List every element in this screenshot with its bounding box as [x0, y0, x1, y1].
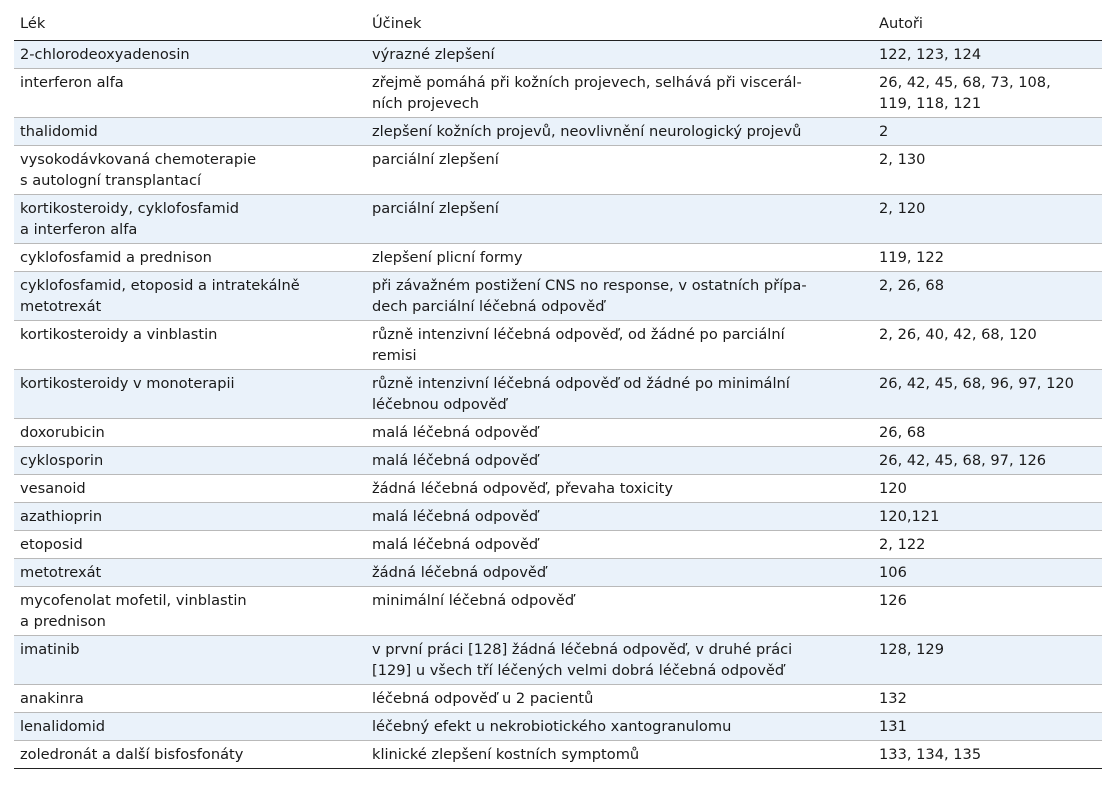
cell-authors: 26, 42, 45, 68, 73, 108, 119, 118, 121: [879, 74, 1051, 112]
table-row: [14, 531, 1102, 559]
cell-effect: různě intenzivní léčebná odpověď od žádné po minimální léčebnou odpověď: [372, 375, 790, 413]
table-row: [14, 146, 1102, 195]
header-authors: Autoři: [879, 15, 923, 32]
cell-drug: doxorubicin: [20, 424, 105, 441]
table-header: [14, 10, 1102, 41]
treatment-table-container: [14, 10, 1102, 769]
cell-authors: 131: [879, 718, 907, 735]
table-row: [14, 475, 1102, 503]
cell-drug: kortikosteroidy v monoterapii: [20, 375, 235, 392]
table-row: [14, 244, 1102, 272]
cell-drug: mycofenolat mofetil, vinblastin a prednison: [20, 592, 247, 630]
cell-authors: 2, 26, 68: [879, 277, 944, 294]
table-row: [14, 41, 1102, 69]
cell-effect: malá léčebná odpověď: [372, 452, 539, 469]
cell-drug: vysokodávkovaná chemoterapie s autologní transplantací: [20, 151, 257, 189]
cell-effect: v první práci [128] žádná léčebná odpověď, v druhé práci [129] u všech tří léčených velmi dobrá léčebná odpověď: [372, 641, 793, 679]
cell-effect: léčebný efekt u nekrobiotického xantogranulomu: [372, 718, 732, 735]
cell-authors: 106: [879, 564, 907, 581]
cell-drug: cyklofosfamid a prednison: [20, 249, 212, 266]
cell-drug: kortikosteroidy, cyklofosfamid a interferon alfa: [20, 200, 240, 238]
header-row: [14, 10, 1102, 41]
cell-effect: zlepšení plicní formy: [372, 249, 523, 266]
cell-authors: 126: [879, 592, 907, 609]
cell-effect: zlepšení kožních projevů, neovlivnění neurologický projevů: [372, 123, 802, 140]
cell-authors: 119, 122: [879, 249, 944, 266]
cell-effect: parciální zlepšení: [372, 200, 499, 217]
table-row: [14, 118, 1102, 146]
cell-drug: thalidomid: [20, 123, 98, 140]
cell-drug: etoposid: [20, 536, 83, 553]
table-row: [14, 195, 1102, 244]
cell-drug: imatinib: [20, 641, 80, 658]
cell-drug: 2-chlorodeoxyadenosin: [20, 46, 190, 63]
cell-authors: 120: [879, 480, 907, 497]
cell-drug: metotrexát: [20, 564, 102, 581]
cell-effect: žádná léčebná odpověď: [372, 564, 547, 581]
cell-drug: cyklofosfamid, etoposid a intratekálně metotrexát: [20, 277, 300, 315]
table-row: [14, 272, 1102, 321]
cell-authors: 26, 68: [879, 424, 926, 441]
table-row: [14, 741, 1102, 769]
header-effect: Účinek: [372, 15, 422, 32]
cell-authors: 2: [879, 123, 889, 140]
table-row: [14, 447, 1102, 475]
cell-effect: různě intenzivní léčebná odpověď, od žádné po parciální remisi: [372, 326, 785, 364]
cell-authors: 122, 123, 124: [879, 46, 982, 63]
table-row: [14, 69, 1102, 118]
cell-effect: parciální zlepšení: [372, 151, 499, 168]
cell-drug: cyklosporin: [20, 452, 104, 469]
cell-authors: 2, 26, 40, 42, 68, 120: [879, 326, 1037, 343]
cell-drug: zoledronát a další bisfosfonáty: [20, 746, 244, 763]
cell-drug: anakinra: [20, 690, 84, 707]
cell-authors: 2, 130: [879, 151, 926, 168]
cell-drug: kortikosteroidy a vinblastin: [20, 326, 218, 343]
cell-effect: malá léčebná odpověď: [372, 508, 539, 525]
cell-effect: při závažném postižení CNS no response, v ostatních přípa- dech parciální léčebná odpověď: [372, 277, 807, 315]
cell-effect: žádná léčebná odpověď, převaha toxicity: [372, 480, 674, 497]
table-row: [14, 636, 1102, 685]
cell-drug: lenalidomid: [20, 718, 106, 735]
treatment-table: [14, 10, 1102, 769]
header-drug: Lék: [20, 15, 46, 32]
table-row: [14, 713, 1102, 741]
cell-authors: 2, 120: [879, 200, 926, 217]
cell-effect: minimální léčebná odpověď: [372, 592, 575, 609]
cell-authors: 2, 122: [879, 536, 926, 553]
cell-authors: 132: [879, 690, 907, 707]
table-row: [14, 685, 1102, 713]
cell-authors: 128, 129: [879, 641, 944, 658]
cell-authors: 133, 134, 135: [879, 746, 982, 763]
table-row: [14, 559, 1102, 587]
cell-drug: vesanoid: [20, 480, 86, 497]
cell-authors: 26, 42, 45, 68, 97, 126: [879, 452, 1047, 469]
cell-effect: výrazné zlepšení: [372, 46, 495, 63]
table-row: [14, 503, 1102, 531]
table-row: [14, 419, 1102, 447]
cell-drug: azathioprin: [20, 508, 103, 525]
cell-effect: klinické zlepšení kostních symptomů: [372, 746, 640, 763]
cell-effect: malá léčebná odpověď: [372, 424, 539, 441]
cell-authors: 120,121: [879, 508, 940, 525]
cell-effect: léčebná odpověď u 2 pacientů: [372, 690, 594, 707]
table-body: [14, 41, 1102, 769]
table-row: [14, 321, 1102, 370]
table-row: [14, 370, 1102, 419]
cell-drug: interferon alfa: [20, 74, 124, 91]
table-row: [14, 587, 1102, 636]
cell-authors: 26, 42, 45, 68, 96, 97, 120: [879, 375, 1074, 392]
cell-effect: malá léčebná odpověď: [372, 536, 539, 553]
cell-effect: zřejmě pomáhá při kožních projevech, selhává při viscerál- ních projevech: [372, 74, 802, 112]
